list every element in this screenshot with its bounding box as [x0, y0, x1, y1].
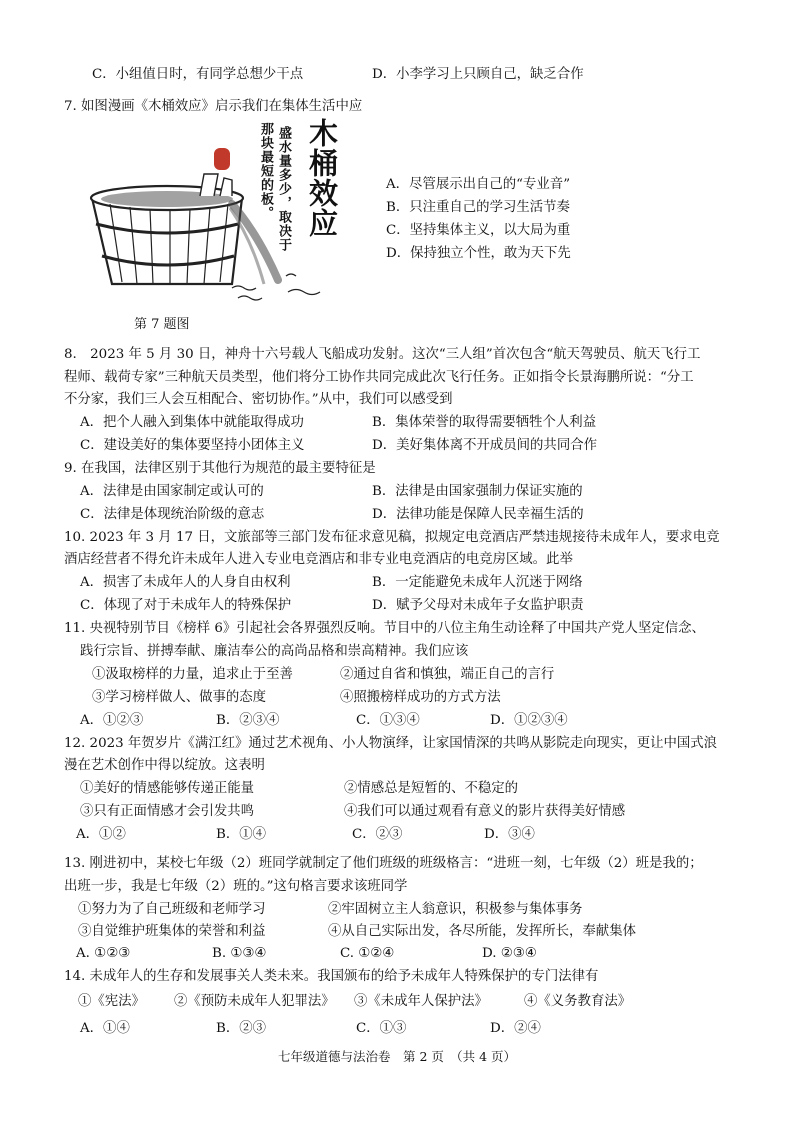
q7-stem: 7. 如图漫画《木桶效应》启示我们在集体生活中应	[64, 99, 363, 114]
q10-option-c: C．体现了对于未成年人的特殊保护	[80, 598, 292, 613]
q9-option-a: A．法律是由国家制定或认可的	[80, 484, 264, 499]
q11-item-1: ①汲取榜样的力量，追求止于至善	[92, 667, 293, 682]
page-footer: 七年级道德与法治卷 第 2 页 （共 4 页）	[277, 1049, 517, 1064]
q12-item-2: ②情感总是短暂的、不稳定的	[344, 781, 519, 796]
q7-caption: 第 7 题图	[134, 317, 190, 332]
q9-option-d: D．法律功能是保障人民幸福生活的	[372, 507, 584, 522]
comic-text-line-1: 盛水量多少，取决于	[276, 126, 291, 252]
q9-option-b: B．法律是由国家强制力保证实施的	[372, 484, 583, 499]
q14-option-a: A．①④	[80, 1021, 130, 1036]
q12-item-3: ③只有正面情感才会引发共鸣	[80, 804, 255, 819]
q11-item-3: ③学习榜样做人、做事的态度	[92, 690, 267, 705]
q12-item-1: ①美好的情感能够传递正能量	[80, 781, 255, 796]
q6-option-c: C．小组值日时，有同学总想少干点	[92, 67, 304, 82]
q14-item-2: ②《预防未成年人犯罪法》	[174, 994, 335, 1009]
q9-stem: 9. 在我国，法律区别于其他行为规范的最主要特征是	[64, 461, 376, 476]
q13-option-c: C. ①②④	[340, 946, 395, 961]
q8-option-a: A．把个人融入到集体中就能取得成功	[80, 415, 304, 430]
q12-stem-line-2: 漫在艺术创作中得以绽放。这表明	[64, 758, 265, 773]
q7-option-a: A．尽管展示出自己的“专业音”	[386, 177, 571, 192]
q7-option-b: B．只注重自己的学习生活节奏	[386, 200, 570, 215]
q11-option-c: C．①③④	[356, 713, 420, 728]
q7-option-d: D．保持独立个性，敢为天下先	[386, 246, 571, 261]
q12-stem-line-1: 12. 2023 年贺岁片《满江红》通过艺术视角、小人物演绎，让家国情深的共鸣从影院走向现实，更让中国式浪	[64, 736, 718, 751]
barrel-comic-illustration	[82, 116, 372, 316]
q8-stem-line-1: 8. 2023 年 5 月 30 日，神舟十六号载人飞船成功发射。这次“三人组”首次包含“航天驾驶员、航天飞行工	[64, 347, 701, 362]
q14-option-d: D．②④	[490, 1021, 541, 1036]
q14-item-4: ④《义务教育法》	[524, 994, 632, 1009]
q14-item-1: ①《宪法》	[78, 994, 145, 1009]
q8-option-b: B．集体荣誉的取得需要牺牲个人利益	[372, 415, 597, 430]
q10-stem-line-2: 酒店经营者不得允许未成年人进入专业电竞酒店和非专业电竞酒店的电竞房区域。此举	[64, 552, 573, 567]
q13-item-3: ③自觉维护班集体的荣誉和利益	[78, 924, 266, 939]
q8-option-c: C．建设美好的集体要坚持小团体主义	[80, 438, 305, 453]
q11-option-a: A．①②③	[80, 713, 144, 728]
q13-option-b: B. ①③④	[212, 946, 267, 961]
q12-option-b: B．①④	[216, 827, 267, 842]
q14-option-c: C．①③	[356, 1021, 407, 1036]
q6-option-d: D．小李学习上只顾自己，缺乏合作	[372, 67, 584, 82]
q14-option-b: B．②③	[216, 1021, 267, 1036]
q12-option-d: D．③④	[484, 827, 535, 842]
q12-option-c: C．②③	[352, 827, 403, 842]
q9-option-c: C．法律是体现统治阶级的意志	[80, 507, 265, 522]
q10-option-b: B．一定能避免未成年人沉迷于网络	[372, 575, 583, 590]
q13-option-a: A. ①②③	[76, 946, 131, 961]
q13-stem-line-2: 出班一步，我是七年级（2）班的。”这句格言要求该班同学	[64, 879, 408, 894]
q13-option-d: D. ②③④	[482, 946, 537, 961]
q7-option-c: C．坚持集体主义，以大局为重	[386, 223, 571, 238]
q10-stem-line-1: 10. 2023 年 3 月 17 日，文旅部等三部门发布征求意见稿，拟规定电竞酒店严禁违规接待未成年人，要求电竞	[64, 530, 720, 545]
q11-stem-line-1: 11. 央视特别节目《榜样 6》引起社会各界强烈反响。节目中的八位主角生动诠释了中国共产党人坚定信念、	[64, 621, 705, 636]
q14-item-3: ③《未成年人保护法》	[354, 994, 488, 1009]
q14-stem: 14. 未成年人的生存和发展事关人类未来。我国颁布的给予未成年人特殊保护的专门法律有	[64, 969, 599, 984]
q8-option-d: D．美好集体离不开成员间的共同合作	[372, 438, 597, 453]
q10-option-d: D．赋予父母对未成年子女监护职责	[372, 598, 584, 613]
q13-item-2: ②牢固树立主人翁意识，积极参与集体事务	[328, 902, 583, 917]
q12-option-a: A．①②	[76, 827, 126, 842]
seal-stamp	[214, 148, 230, 170]
comic-title: 木桶效应	[305, 118, 339, 238]
q11-item-4: ④照搬榜样成功的方式方法	[340, 690, 501, 705]
q12-item-4: ④我们可以通过观看有意义的影片获得美好情感	[344, 804, 626, 819]
q11-option-d: D．①②③④	[490, 713, 568, 728]
q8-stem-line-2: 程师、载荷专家”三种航天员类型，他们将分工协作共同完成此次飞行任务。正如指令长景海鹏所说：“分工	[64, 370, 694, 385]
comic-text-line-2: 那块最短的板。	[258, 122, 273, 220]
q11-stem-line-2: 践行宗旨、拼搏奉献、廉洁奉公的高尚品格和崇高精神。我们应该	[80, 644, 469, 659]
q10-option-a: A．损害了未成年人的人身自由权利	[80, 575, 291, 590]
q13-item-1: ①努力为了自己班级和老师学习	[78, 902, 266, 917]
q13-stem-line-1: 13. 刚进初中，某校七年级（2）班同学就制定了他们班级的班级格言：“进班一刻，七年级（2）班是我的；	[64, 856, 703, 871]
q11-item-2: ②通过自省和慎独，端正自己的言行	[340, 667, 555, 682]
q11-option-b: B．②③④	[216, 713, 280, 728]
q13-item-4: ④从自己实际出发，各尽所能，发挥所长，奉献集体	[328, 924, 636, 939]
q8-stem-line-3: 不分家，我们三人会互相配合、密切协作。”从中，我们可以感受到	[64, 392, 453, 407]
